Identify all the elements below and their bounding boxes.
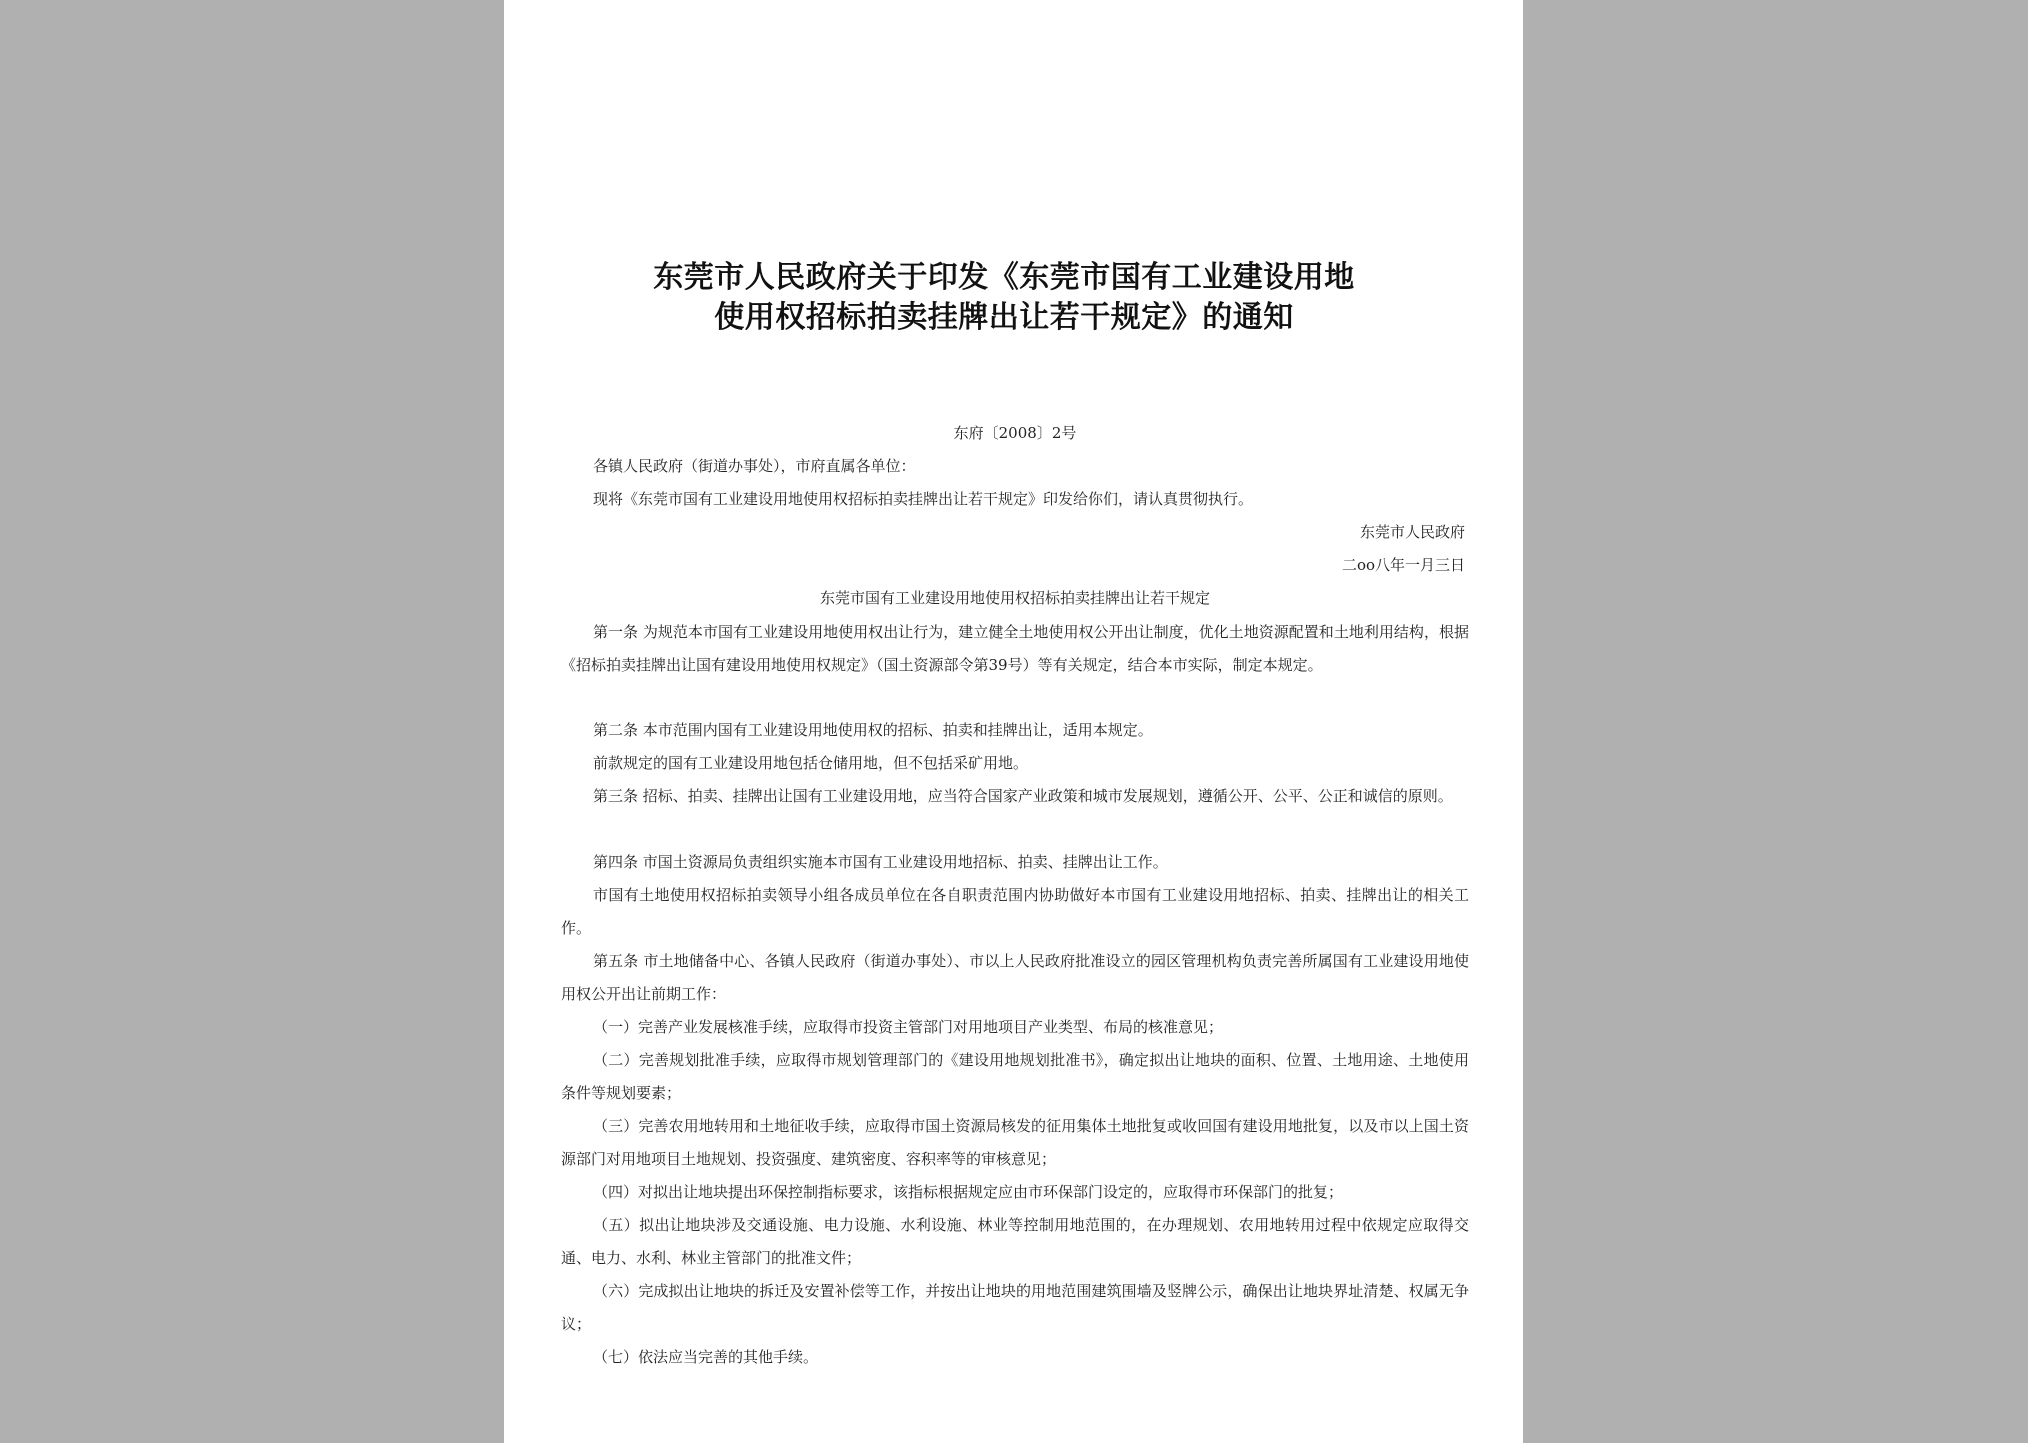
addressee: 各镇人民政府（街道办事处），市府直属各单位：: [593, 457, 916, 475]
issue-date: 二oo八年一月三日: [1341, 556, 1465, 574]
document-title-line-1: 东莞市人民政府关于印发《东莞市国有工业建设用地: [653, 260, 1355, 295]
paragraph-item-1: （一）完善产业发展核准手续，应取得市投资主管部门对用地项目产业类型、布局的核准意见；: [593, 1018, 1224, 1036]
document-title-line-2: 使用权招标拍卖挂牌出让若干规定》的通知: [714, 300, 1294, 335]
paragraph-article-5: 第五条 市土地储备中心、各镇人民政府（街道办事处）、市以上人民政府批准设立的园区管理机构负责完善所属国有工业建设用地使用权公开出让前期工作：: [561, 952, 1469, 1003]
paragraph-item-2: （二）完善规划批准手续，应取得市规划管理部门的《建设用地规划批准书》，确定拟出让地块的面积、位置、土地用途、土地使用条件等规划要素；: [561, 1051, 1469, 1102]
paragraph-item-6: （六）完成拟出让地块的拆迁及安置补偿等工作，并按出让地块的用地范围建筑围墙及竖牌公示，确保出让地块界址清楚、权属无争议；: [561, 1282, 1469, 1333]
issuer: 东莞市人民政府: [1359, 523, 1465, 541]
paragraph-item-7: （七）依法应当完善的其他手续。: [593, 1348, 819, 1366]
paragraph-article-2-note: 前款规定的国有工业建设用地包括仓储用地，但不包括采矿用地。: [593, 754, 1029, 772]
regulation-title: 东莞市国有工业建设用地使用权招标拍卖挂牌出让若干规定: [819, 589, 1210, 607]
paragraph-article-1: 第一条 为规范本市国有工业建设用地使用权出让行为，建立健全土地使用权公开出让制度，优化土地资源配置和土地利用结构，根据《招标拍卖挂牌出让国有建设用地使用权规定》（国土资源部令第39号）等有关规定，结合本市实际，制定本规定。: [561, 623, 1469, 674]
paragraph-article-3: 第三条 招标、拍卖、挂牌出让国有工业建设用地，应当符合国家产业政策和城市发展规划，遵循公开、公平、公正和诚信的原则。: [593, 787, 1453, 805]
paragraph-article-4: 第四条 市国土资源局负责组织实施本市国有工业建设用地招标、拍卖、挂牌出让工作。: [593, 853, 1168, 871]
paragraph-article-4-note: 市国有土地使用权招标拍卖领导小组各成员单位在各自职责范围内协助做好本市国有工业建设用地招标、拍卖、挂牌出让的相关工作。: [561, 886, 1469, 937]
paragraph-item-4: （四）对拟出让地块提出环保控制指标要求，该指标根据规定应由市环保部门设定的，应取得市环保部门的批复；: [593, 1183, 1344, 1201]
paragraph-item-3: （三）完善农用地转用和土地征收手续，应取得市国土资源局核发的征用集体土地批复或收回国有建设用地批复，以及市以上国土资源部门对用地项目土地规划、投资强度、建筑密度、容积率等的审核意见；: [561, 1117, 1469, 1168]
document-page: [504, 0, 1523, 1443]
paragraph-article-2: 第二条 本市范围内国有工业建设用地使用权的招标、拍卖和挂牌出让，适用本规定。: [593, 721, 1153, 739]
document-number: 东府〔2008〕2号: [953, 424, 1077, 442]
paragraph-item-5: （五）拟出让地块涉及交通设施、电力设施、水利设施、林业等控制用地范围的，在办理规划、农用地转用过程中依规定应取得交通、电力、水利、林业主管部门的批准文件；: [561, 1216, 1469, 1267]
intro-paragraph: 现将《东莞市国有工业建设用地使用权招标拍卖挂牌出让若干规定》印发给你们，请认真贯彻执行。: [593, 490, 1254, 508]
document-title: [594, 258, 1414, 338]
